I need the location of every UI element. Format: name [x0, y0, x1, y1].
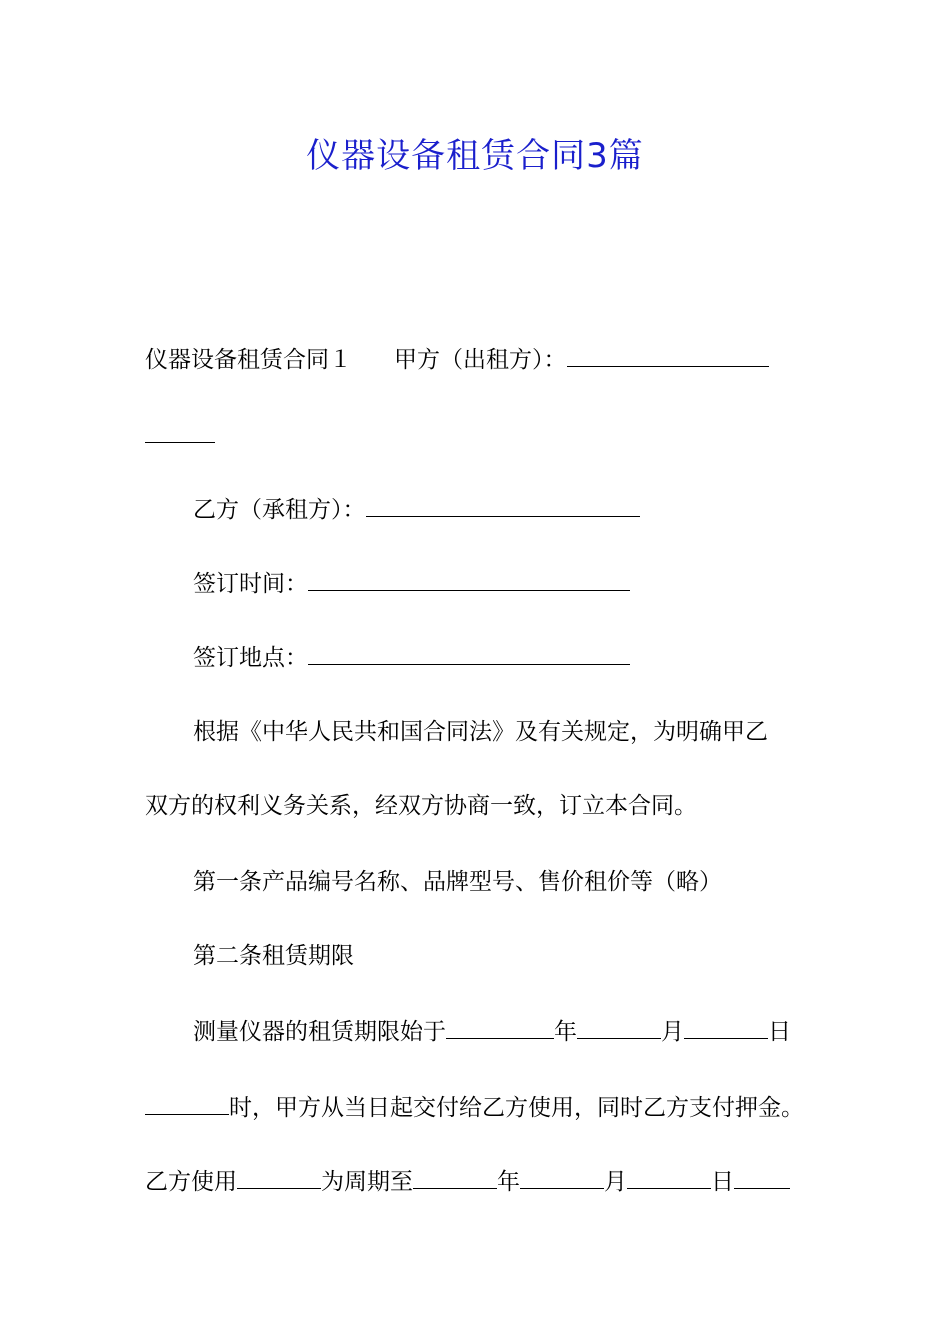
- contract-number-label: 仪器设备租赁合同１: [145, 347, 352, 373]
- sign-place-line: [193, 642, 630, 674]
- lease-start-line: 测量仪器的租赁期限始于 年 月 日: [193, 1019, 791, 1045]
- end-day-blank: [627, 1168, 711, 1189]
- day-blank: [684, 1018, 768, 1039]
- paragraph-basis-2: 双方的权利义务关系，经双方协商一致，订立本合同。: [145, 793, 697, 819]
- hour-blank: [145, 1094, 229, 1115]
- sign-place-blank: [308, 644, 630, 665]
- lease-start-line-2: 时，甲方从当日起交付给乙方使用，同时乙方支付押金。: [145, 1092, 804, 1124]
- sign-date-blank: [308, 570, 630, 591]
- party-a-blank: [567, 346, 769, 367]
- document-title: 仪器设备租赁合同3篇: [306, 136, 644, 176]
- article-two: 第二条租赁期限: [193, 943, 354, 969]
- sign-date-line: [193, 568, 630, 600]
- end-year-blank: [413, 1168, 497, 1189]
- party-b-blank: [366, 496, 640, 517]
- period-blank: [237, 1168, 321, 1189]
- party-a-label: 甲方（出租方）：: [394, 347, 567, 373]
- party-b-line: [193, 494, 640, 526]
- year-blank: [446, 1018, 554, 1039]
- article-one: 第一条产品编号名称、品牌型号、售价租价等（略）: [193, 869, 722, 895]
- sign-place-label: 签订地点：: [193, 645, 308, 671]
- party-a-blank-continued: [145, 420, 215, 452]
- month-blank: [577, 1018, 661, 1039]
- party-b-label: 乙方（承租方）：: [193, 497, 366, 523]
- lease-period-line: 乙方使用 为周期至 年 月 日: [145, 1166, 790, 1198]
- end-hour-blank: [734, 1168, 790, 1189]
- sign-date-label: 签订时间：: [193, 571, 308, 597]
- contract-heading-line: [145, 344, 769, 376]
- paragraph-basis-1: 根据《中华人民共和国合同法》及有关规定，为明确甲乙: [193, 719, 768, 745]
- end-month-blank: [520, 1168, 604, 1189]
